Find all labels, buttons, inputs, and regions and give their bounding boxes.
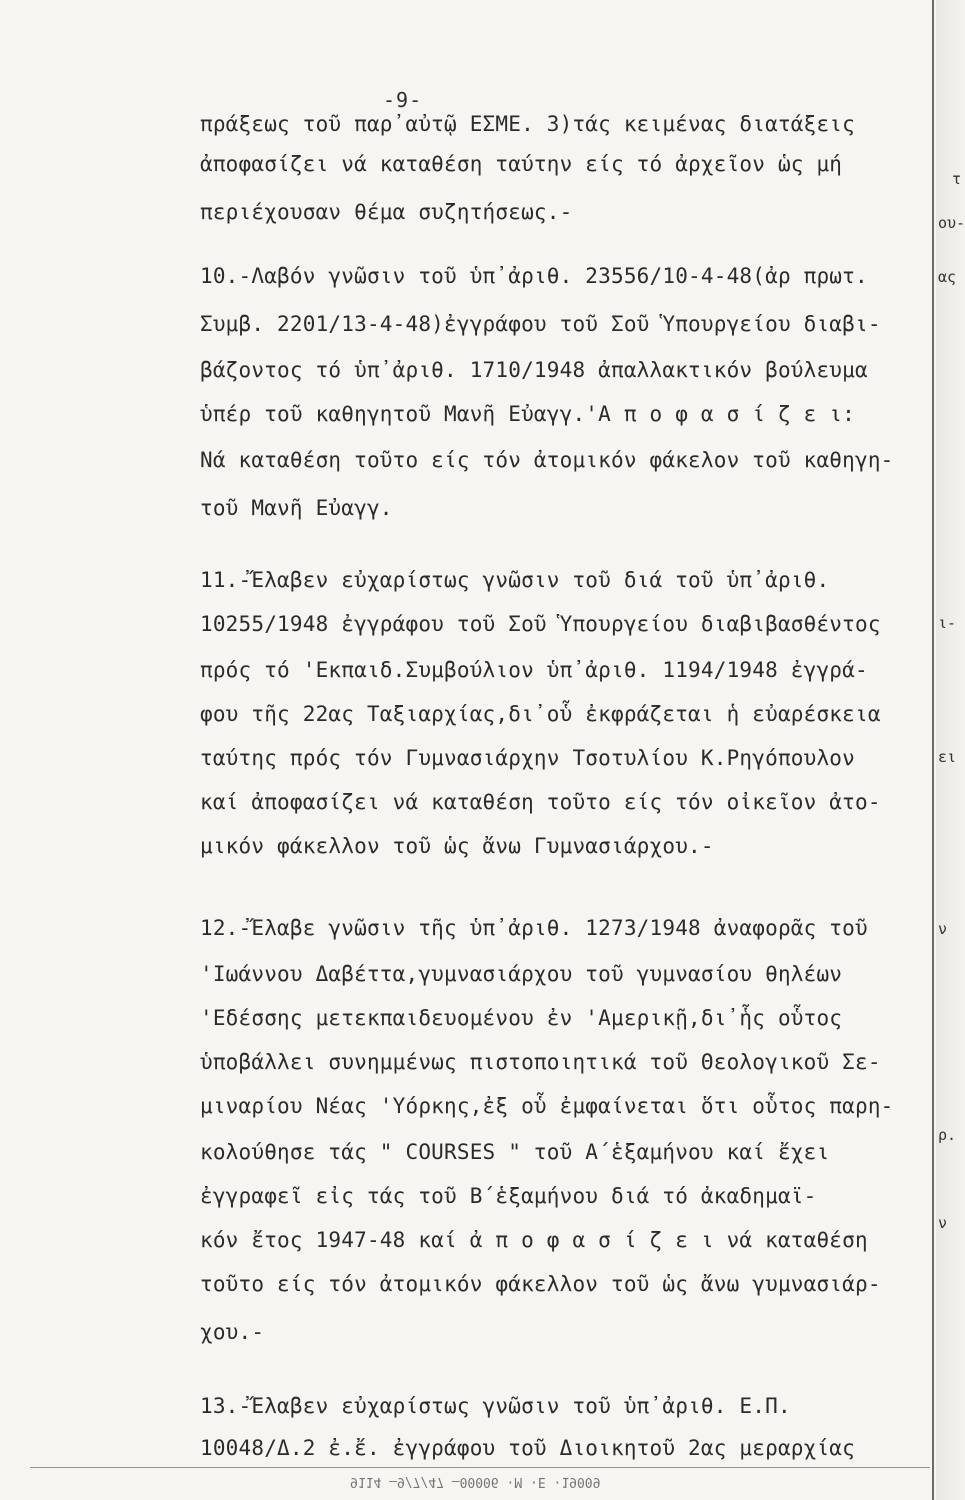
page-number: -9- (383, 88, 423, 112)
margin-fragment: ει (938, 748, 957, 766)
text-line: τοῦ Μανῆ Εὐαγγ. (200, 496, 393, 520)
text-line: 'Ιωάννου Δαβέττα,γυμνασιάρχου τοῦ γυμνασίου θηλέων (200, 962, 843, 986)
text-line: χου.- (200, 1320, 265, 1344)
text-line: 'Εδέσσης μετεκπαιδευομένου ἐν 'Αμερικῇ,δι᾽ἧς οὗτος (200, 1006, 843, 1030)
text-line: βάζοντος τό ὑπ᾽ἀριθ. 1710/1948 ἀπαλλακτικόν βούλευμα (200, 358, 868, 382)
text-line: Συμβ. 2201/13-4-48)ἐγγράφου τοῦ Σοῦ Ὑπουργείου διαβι- (200, 312, 881, 336)
margin-fragment: τ (952, 170, 962, 188)
text-line: ταύτης πρός τόν Γυμνασιάρχην Τσοτυλίου Κ.Ρηγόπουλον (200, 746, 855, 770)
text-line: μιναρίου Νέας 'Υόρκης,ἐξ οὗ ἐμφαίνεται ὅτι οὗτος παρη- (200, 1094, 894, 1118)
text-line: τοῦτο είς τόν ἀτομικόν φάκελλον τοῦ ὡς ἄνω γυμνασιάρ- (200, 1272, 881, 1296)
footer-rule (30, 1467, 930, 1468)
text-line: φου τῆς 22ας Ταξιαρχίας,δι᾽οὗ ἐκφράζεται ἡ εὐαρέσκεια (200, 702, 881, 726)
text-line: ἐγγραφεῖ εἰς τάς τοῦ Β΄ἑξαμήνου διά τό ἀκαδημαϊ- (200, 1184, 817, 1208)
text-line: Νά καταθέση τοῦτο είς τόν ἀτομικόν φάκελον τοῦ καθηγη- (200, 448, 894, 472)
text-line: μικόν φάκελλον τοῦ ὡς ἄνω Γυμνασιάρχου.- (200, 834, 714, 858)
text-line: περιέχουσαν θέμα συζητήσεως.- (200, 200, 573, 224)
margin-fragment: ας (938, 268, 957, 286)
margin-fragment: ου- (938, 214, 965, 232)
text-line: 13.-Ἔλαβεν εὐχαρίστως γνῶσιν τοῦ ὑπ᾽ἀριθ. Ε.Π. (200, 1394, 791, 1418)
text-line: ἀποφασίζει νά καταθέση ταύτην είς τό ἀρχεῖον ὡς μή (200, 152, 843, 176)
text-line: 10048/Δ.2 ἐ.ἔ. ἐγγράφου τοῦ Διοικητοῦ 2ας μεραρχίας (200, 1436, 855, 1460)
text-line: 11.-Ἔλαβεν εὐχαρίστως γνῶσιν τοῦ διά τοῦ ὑπ᾽ἀριθ. (200, 568, 830, 592)
text-line: 10255/1948 ἐγγράφου τοῦ Σοῦ Ὑπουργείου διαβιβασθέντος (200, 612, 881, 636)
text-line: κόν ἔτος 1947-48 καί ἀ π ο φ α σ ί ζ ε ι νά καταθέση (200, 1228, 868, 1252)
text-line: πρός τό 'Εκπαιδ.Συμβούλιον ὑπ᾽ἀριθ. 1194/1948 ἐγγρά- (200, 658, 868, 682)
text-line: ὑπέρ τοῦ καθηγητοῦ Μανῆ Εὐαγγ.'Α π ο φ α σ ί ζ ε ι: (200, 402, 855, 426)
footer-print-code: 9114 –9/7/47 –00006 ·M ·E ·19009 (350, 1474, 601, 1489)
text-line: πράξεως τοῦ παρ᾽αὐτῷ ΕΣΜΕ. 3)τάς κειμένας διατάξεις (200, 112, 855, 136)
text-line: καί ἀποφασίζει νά καταθέση τοῦτο είς τόν οἰκεῖον ἀτο- (200, 790, 881, 814)
text-line: κολούθησε τάς " COURSES " τοῦ Α΄ἑξαμήνου καί ἔχει (200, 1140, 830, 1164)
text-line: 10.-Λαβόν γνῶσιν τοῦ ὑπ᾽ἀριθ. 23556/10-4-48(ἀρ πρωτ. (200, 264, 868, 288)
margin-fragment: ρ. (938, 1126, 957, 1144)
text-line: ὑποβάλλει συνημμένως πιστοποιητικά τοῦ Θεολογικοῦ Σε- (200, 1050, 881, 1074)
margin-fragment: ι- (938, 614, 957, 632)
page-edge-line (932, 0, 934, 1500)
margin-fragment: ν (938, 1214, 948, 1232)
text-line: 12.-Ἔλαβε γνῶσιν τῆς ὑπ᾽ἀριθ. 1273/1948 ἀναφορᾶς τοῦ (200, 916, 868, 940)
margin-fragment: ν (938, 920, 948, 938)
